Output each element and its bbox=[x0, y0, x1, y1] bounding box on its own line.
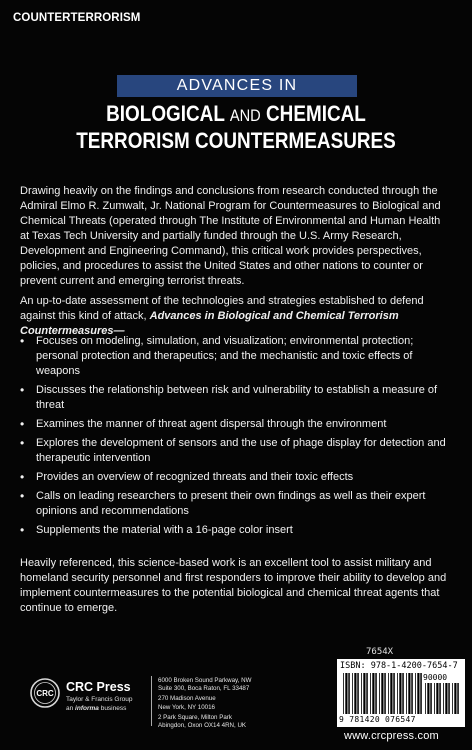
barcode-bar bbox=[354, 673, 356, 714]
address-line: 6000 Broken Sound Parkway, NW bbox=[158, 677, 252, 684]
barcode-bar bbox=[454, 683, 456, 714]
barcode-bar bbox=[361, 673, 362, 714]
barcode-bar bbox=[430, 683, 432, 714]
barcode-bar bbox=[363, 673, 365, 714]
list-item bbox=[20, 417, 452, 432]
barcode-bar bbox=[390, 673, 392, 714]
informa-prefix: an bbox=[66, 705, 74, 712]
title-word-biological: BIOLOGICAL bbox=[106, 101, 225, 126]
barcode-bar bbox=[345, 673, 347, 714]
list-item bbox=[20, 523, 452, 538]
feature-list bbox=[20, 334, 452, 542]
crc-logo-text: CRC bbox=[36, 689, 54, 698]
address-line: 270 Madison Avenue bbox=[158, 695, 216, 703]
series-category: COUNTERTERRORISM bbox=[13, 12, 141, 24]
list-item bbox=[20, 470, 452, 485]
informa-brand: informa bbox=[75, 705, 99, 712]
barcode-bar bbox=[393, 673, 395, 714]
barcode-bar bbox=[445, 683, 447, 714]
list-item-text: Explores the development of sensors and the use of phage display for detection and therapeutic intervention bbox=[36, 437, 446, 464]
informa-suffix: business bbox=[100, 705, 127, 712]
price-code: 90000 bbox=[423, 673, 448, 682]
bullet-icon: • bbox=[20, 334, 25, 348]
address-block bbox=[158, 677, 251, 693]
publisher-addresses bbox=[158, 677, 251, 732]
paragraph-2-intro: An up-to-date assessment of the technologies and strategies established to defend against this kind of attack, bbox=[20, 295, 424, 322]
title-line-1 bbox=[33, 101, 439, 127]
barcode-bar bbox=[406, 673, 407, 714]
publisher-informa bbox=[66, 705, 126, 712]
address-block bbox=[158, 695, 251, 711]
barcode-bar bbox=[384, 673, 386, 714]
barcode-bar bbox=[425, 683, 426, 714]
barcode-bar bbox=[443, 683, 444, 714]
book-title-inline: Advances in Biological and Chemical Terrorism Countermeasures— bbox=[20, 310, 399, 337]
barcode-bar bbox=[452, 683, 453, 714]
title-word-and: AND bbox=[229, 106, 261, 125]
barcode-bar bbox=[372, 673, 374, 714]
list-item-text: Discusses the relationship between risk and vulnerability to establish a measure of threat bbox=[36, 384, 438, 411]
list-item-text: Focuses on modeling, simulation, and visualization; environmental protection; personal protection and therapeutics; and the mechanistic and toxic effects of weapons bbox=[36, 335, 414, 377]
barcode-bar bbox=[436, 683, 438, 714]
barcode-bar bbox=[366, 673, 368, 714]
barcode-bar bbox=[348, 673, 350, 714]
list-item-text: Supplements the material with a 16-page color insert bbox=[36, 524, 293, 536]
barcode-bar bbox=[408, 673, 410, 714]
barcode-bar bbox=[415, 673, 416, 714]
barcode-bar bbox=[402, 673, 404, 714]
bullet-icon: • bbox=[20, 417, 25, 431]
barcode-bar bbox=[343, 673, 344, 714]
ean-digits: 9 781420 076547 bbox=[339, 715, 416, 724]
publisher-group: Taylor & Francis Group bbox=[66, 696, 133, 703]
barcode-bar bbox=[397, 673, 398, 714]
address-block bbox=[158, 714, 251, 730]
barcode-bar bbox=[427, 683, 429, 714]
address-line: Suite 300, Boca Raton, FL 33487 bbox=[158, 685, 250, 693]
address-line: Abingdon, Oxon OX14 4RN, UK bbox=[158, 722, 247, 730]
product-code: 7654X bbox=[366, 647, 394, 657]
bullet-icon: • bbox=[20, 436, 25, 450]
title-word-chemical: CHEMICAL bbox=[265, 101, 366, 126]
barcode-bar bbox=[434, 683, 435, 714]
list-item-text: Calls on leading researchers to present their own findings as well as their expert opinions and recommendations bbox=[36, 490, 426, 517]
bullet-icon: • bbox=[20, 470, 25, 484]
list-item bbox=[20, 489, 452, 519]
barcode-panel bbox=[337, 659, 465, 727]
list-item-text: Examines the manner of threat agent dispersal through the environment bbox=[36, 418, 387, 430]
isbn-text: ISBN: 978-1-4200-7654-7 bbox=[340, 661, 458, 671]
barcode-bar bbox=[357, 673, 359, 714]
description-paragraph-2 bbox=[20, 294, 452, 339]
bullet-icon: • bbox=[20, 523, 25, 537]
title-band-text: ADVANCES IN bbox=[176, 77, 298, 94]
barcode-bar bbox=[375, 673, 377, 714]
barcode-bar bbox=[379, 673, 380, 714]
barcode-bar bbox=[448, 683, 450, 714]
barcode-bar bbox=[420, 673, 422, 714]
title-band bbox=[117, 75, 357, 97]
barcode-bar bbox=[381, 673, 383, 714]
barcode-bar bbox=[417, 673, 419, 714]
barcode-bar bbox=[352, 673, 353, 714]
bullet-icon: • bbox=[20, 489, 25, 503]
barcode-bar bbox=[439, 683, 441, 714]
publisher-website[interactable]: www.crcpress.com bbox=[344, 730, 439, 742]
ean-barcode-bars bbox=[343, 673, 422, 714]
description-paragraph-1: Drawing heavily on the findings and conclusions from research conducted through the Admiral Elmo R. Zumwalt, Jr. National Program for Countermeasures to Biological and Chemical Threats (operated through The Institute of Environmental and Human Health at Texas Tech University and partially funded through the U.S. Army Research, Development and Engineering Command), this critical work provides perspectives, policies, and procedures to assist the United States and other nations to counter or prevent current and emerging terrorist threats. bbox=[20, 185, 441, 287]
address-line: New York, NY 10016 bbox=[158, 703, 215, 711]
price-addon-bars bbox=[425, 683, 459, 714]
title-line-2: TERRORISM COUNTERMEASURES bbox=[76, 128, 396, 153]
list-item bbox=[20, 334, 452, 379]
list-item bbox=[20, 383, 452, 413]
description-paragraph-3: Heavily referenced, this science-based work is an excellent tool to assist military and homeland security personnel and first responders to improve their ability to develop and implement countermeasures to the potential biological and chemical threat agents that continue to emerge. bbox=[20, 557, 447, 614]
barcode-bar bbox=[388, 673, 389, 714]
footer-divider bbox=[151, 676, 152, 726]
crc-logo-icon bbox=[30, 678, 60, 708]
bullet-icon: • bbox=[20, 383, 25, 397]
barcode-bar bbox=[399, 673, 401, 714]
list-item-text: Provides an overview of recognized threats and their toxic effects bbox=[36, 471, 354, 483]
address-line: 2 Park Square, Milton Park bbox=[158, 713, 232, 721]
list-item bbox=[20, 436, 452, 466]
barcode-bar bbox=[370, 673, 371, 714]
barcode-bar bbox=[457, 683, 459, 714]
publisher-name: CRC Press bbox=[66, 680, 131, 694]
barcode-bar bbox=[411, 673, 413, 714]
